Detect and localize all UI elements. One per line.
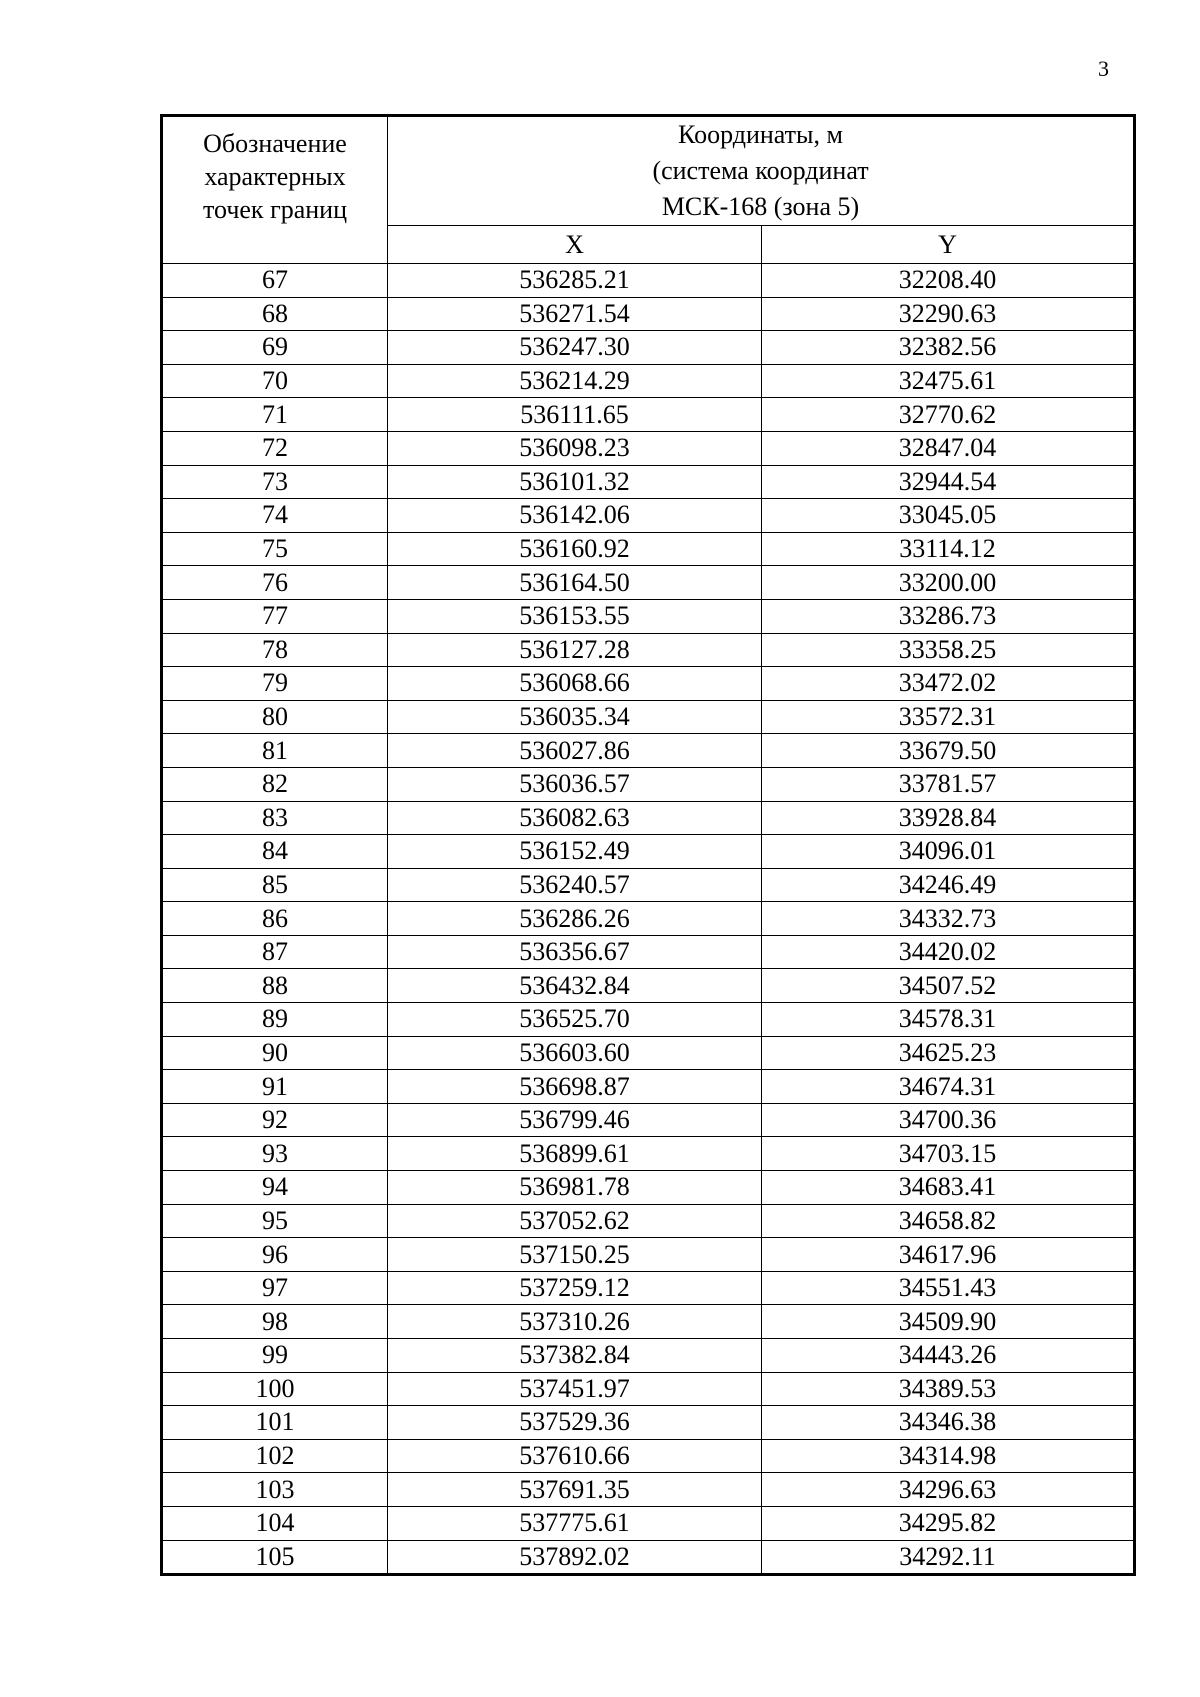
coordinates-table (160, 114, 1136, 1576)
y-coordinate-cell: 33928.84 (762, 801, 1135, 835)
table-row (162, 1204, 1135, 1238)
point-number-cell: 100 (162, 1372, 388, 1406)
y-coordinate-cell: 32475.61 (762, 364, 1135, 398)
y-coordinate-cell: 34625.23 (762, 1036, 1135, 1070)
point-number-cell: 96 (162, 1238, 388, 1272)
x-coordinate-cell: 536101.32 (388, 465, 762, 499)
point-number-cell: 83 (162, 801, 388, 835)
point-number-cell: 73 (162, 465, 388, 499)
x-coordinate-cell: 537775.61 (388, 1506, 762, 1540)
table-row (162, 1103, 1135, 1137)
x-coordinate-cell: 536981.78 (388, 1171, 762, 1205)
x-coordinate-cell: 536027.86 (388, 734, 762, 768)
y-coordinate-cell: 33114.12 (762, 532, 1135, 566)
coords-title-line-2: (система координат (652, 156, 869, 185)
y-coordinate-cell: 34314.98 (762, 1439, 1135, 1473)
x-coordinate-cell: 536271.54 (388, 297, 762, 331)
y-coordinate-cell: 33781.57 (762, 767, 1135, 801)
x-coordinate-cell: 536068.66 (388, 667, 762, 701)
table-row (162, 1540, 1135, 1575)
table-row (162, 465, 1135, 499)
table-row (162, 264, 1135, 298)
table-row (162, 297, 1135, 331)
x-coordinate-cell: 537529.36 (388, 1406, 762, 1440)
y-coordinate-cell: 34578.31 (762, 1003, 1135, 1037)
y-coordinate-cell: 34096.01 (762, 835, 1135, 869)
table-row (162, 1473, 1135, 1507)
y-coordinate-cell: 34420.02 (762, 935, 1135, 969)
x-coordinate-cell: 536525.70 (388, 1003, 762, 1037)
x-coordinate-cell: 536432.84 (388, 969, 762, 1003)
x-coordinate-cell: 536127.28 (388, 633, 762, 667)
point-label-line-1: Обозначение (203, 129, 347, 158)
x-coordinate-cell: 537610.66 (388, 1439, 762, 1473)
y-coordinate-cell: 32770.62 (762, 398, 1135, 432)
y-coordinate-cell: 32382.56 (762, 331, 1135, 365)
y-coordinate-cell: 34703.15 (762, 1137, 1135, 1171)
point-label-line-2: характерных (204, 162, 346, 191)
x-coordinate-cell: 536356.67 (388, 935, 762, 969)
x-coordinate-cell: 536036.57 (388, 767, 762, 801)
x-coordinate-cell: 536603.60 (388, 1036, 762, 1070)
point-number-cell: 78 (162, 633, 388, 667)
y-coordinate-cell: 34683.41 (762, 1171, 1135, 1205)
point-label-line-3: точек границ (202, 195, 348, 224)
table-row (162, 1406, 1135, 1440)
x-coordinate-cell: 536214.29 (388, 364, 762, 398)
table-row (162, 499, 1135, 533)
table-row (162, 935, 1135, 969)
table-row (162, 734, 1135, 768)
point-number-cell: 88 (162, 969, 388, 1003)
x-coordinate-cell: 536286.26 (388, 902, 762, 936)
point-number-cell: 93 (162, 1137, 388, 1171)
x-coordinate-cell: 536160.92 (388, 532, 762, 566)
point-number-cell: 71 (162, 398, 388, 432)
y-coordinate-cell: 34674.31 (762, 1070, 1135, 1104)
point-number-cell: 75 (162, 532, 388, 566)
y-coordinate-cell: 34551.43 (762, 1271, 1135, 1305)
point-number-cell: 76 (162, 566, 388, 600)
point-number-cell: 80 (162, 700, 388, 734)
table-row (162, 1439, 1135, 1473)
point-number-cell: 102 (162, 1439, 388, 1473)
table-row (162, 1271, 1135, 1305)
y-coordinate-cell: 34296.63 (762, 1473, 1135, 1507)
coords-title-line-3: МСК-168 (зона 5) (661, 192, 860, 221)
x-coordinate-cell: 537691.35 (388, 1473, 762, 1507)
point-number-cell: 84 (162, 835, 388, 869)
y-coordinate-cell: 32290.63 (762, 297, 1135, 331)
point-number-cell: 85 (162, 868, 388, 902)
table-row (162, 566, 1135, 600)
x-coordinate-cell: 536035.34 (388, 700, 762, 734)
y-coordinate-cell: 34389.53 (762, 1372, 1135, 1406)
point-number-cell: 82 (162, 767, 388, 801)
table-row (162, 532, 1135, 566)
y-coordinate-cell: 34617.96 (762, 1238, 1135, 1272)
table-row (162, 633, 1135, 667)
table-row (162, 902, 1135, 936)
y-coordinate-cell: 34658.82 (762, 1204, 1135, 1238)
y-coordinate-cell: 34332.73 (762, 902, 1135, 936)
x-coordinate-cell: 536082.63 (388, 801, 762, 835)
table-row (162, 1305, 1135, 1339)
x-coordinate-cell: 536799.46 (388, 1103, 762, 1137)
table-row (162, 1036, 1135, 1070)
x-coordinate-cell: 536285.21 (388, 264, 762, 298)
point-number-cell: 104 (162, 1506, 388, 1540)
x-coordinate-cell: 537310.26 (388, 1305, 762, 1339)
point-number-cell: 103 (162, 1473, 388, 1507)
table-row (162, 767, 1135, 801)
table-row (162, 398, 1135, 432)
table-row (162, 667, 1135, 701)
y-coordinate-cell: 32847.04 (762, 431, 1135, 465)
y-coordinate-cell: 33572.31 (762, 700, 1135, 734)
x-coordinate-cell: 536164.50 (388, 566, 762, 600)
x-coordinate-cell: 537451.97 (388, 1372, 762, 1406)
point-number-cell: 89 (162, 1003, 388, 1037)
table-row (162, 801, 1135, 835)
table-row (162, 1506, 1135, 1540)
point-number-cell: 91 (162, 1070, 388, 1104)
x-coordinate-cell: 536153.55 (388, 599, 762, 633)
point-number-cell: 69 (162, 331, 388, 365)
y-coordinate-cell: 34295.82 (762, 1506, 1135, 1540)
x-column-header: X (388, 226, 762, 264)
table-row (162, 868, 1135, 902)
point-number-cell: 94 (162, 1171, 388, 1205)
point-number-cell: 87 (162, 935, 388, 969)
x-coordinate-cell: 536098.23 (388, 431, 762, 465)
table-row (162, 700, 1135, 734)
table-row (162, 969, 1135, 1003)
point-number-cell: 68 (162, 297, 388, 331)
point-number-cell: 105 (162, 1540, 388, 1575)
point-number-cell: 90 (162, 1036, 388, 1070)
page-number: 3 (1098, 56, 1109, 81)
table-row (162, 1238, 1135, 1272)
y-coordinate-cell: 33679.50 (762, 734, 1135, 768)
point-number-cell: 92 (162, 1103, 388, 1137)
point-number-cell: 97 (162, 1271, 388, 1305)
table-header-row (162, 116, 1135, 226)
y-coordinate-cell: 33200.00 (762, 566, 1135, 600)
point-number-cell: 72 (162, 431, 388, 465)
y-coordinate-cell: 34346.38 (762, 1406, 1135, 1440)
table-row (162, 331, 1135, 365)
y-coordinate-cell: 34443.26 (762, 1339, 1135, 1373)
point-number-cell: 99 (162, 1339, 388, 1373)
coordinates-header (388, 116, 1135, 226)
point-number-cell: 98 (162, 1305, 388, 1339)
point-number-cell: 81 (162, 734, 388, 768)
table-body (162, 264, 1135, 1575)
point-number-cell: 79 (162, 667, 388, 701)
y-coordinate-cell: 32208.40 (762, 264, 1135, 298)
point-number-cell: 101 (162, 1406, 388, 1440)
y-coordinate-cell: 33358.25 (762, 633, 1135, 667)
y-coordinate-cell: 34507.52 (762, 969, 1135, 1003)
table-row (162, 1070, 1135, 1104)
x-coordinate-cell: 537150.25 (388, 1238, 762, 1272)
y-coordinate-cell: 34509.90 (762, 1305, 1135, 1339)
x-coordinate-cell: 536152.49 (388, 835, 762, 869)
table-row (162, 835, 1135, 869)
x-coordinate-cell: 537382.84 (388, 1339, 762, 1373)
x-coordinate-cell: 536247.30 (388, 331, 762, 365)
x-coordinate-cell: 537259.12 (388, 1271, 762, 1305)
table-row (162, 1171, 1135, 1205)
x-coordinate-cell: 537052.62 (388, 1204, 762, 1238)
point-number-cell: 74 (162, 499, 388, 533)
y-coordinate-cell: 32944.54 (762, 465, 1135, 499)
y-coordinate-cell: 34700.36 (762, 1103, 1135, 1137)
y-coordinate-cell: 34246.49 (762, 868, 1135, 902)
table-row (162, 431, 1135, 465)
x-coordinate-cell: 536111.65 (388, 398, 762, 432)
y-column-header: Y (762, 226, 1135, 264)
point-label-header (162, 116, 388, 264)
x-coordinate-cell: 537892.02 (388, 1540, 762, 1575)
y-coordinate-cell: 33472.02 (762, 667, 1135, 701)
point-number-cell: 86 (162, 902, 388, 936)
coords-title-line-1: Координаты, м (678, 120, 843, 149)
y-coordinate-cell: 33286.73 (762, 599, 1135, 633)
table-row (162, 599, 1135, 633)
point-number-cell: 67 (162, 264, 388, 298)
table-row (162, 1003, 1135, 1037)
x-coordinate-cell: 536142.06 (388, 499, 762, 533)
point-number-cell: 70 (162, 364, 388, 398)
y-coordinate-cell: 33045.05 (762, 499, 1135, 533)
point-number-cell: 95 (162, 1204, 388, 1238)
y-coordinate-cell: 34292.11 (762, 1540, 1135, 1575)
table-row (162, 1137, 1135, 1171)
table-row (162, 1339, 1135, 1373)
table-row (162, 1372, 1135, 1406)
table-row (162, 364, 1135, 398)
x-coordinate-cell: 536899.61 (388, 1137, 762, 1171)
x-coordinate-cell: 536240.57 (388, 868, 762, 902)
x-coordinate-cell: 536698.87 (388, 1070, 762, 1104)
point-number-cell: 77 (162, 599, 388, 633)
